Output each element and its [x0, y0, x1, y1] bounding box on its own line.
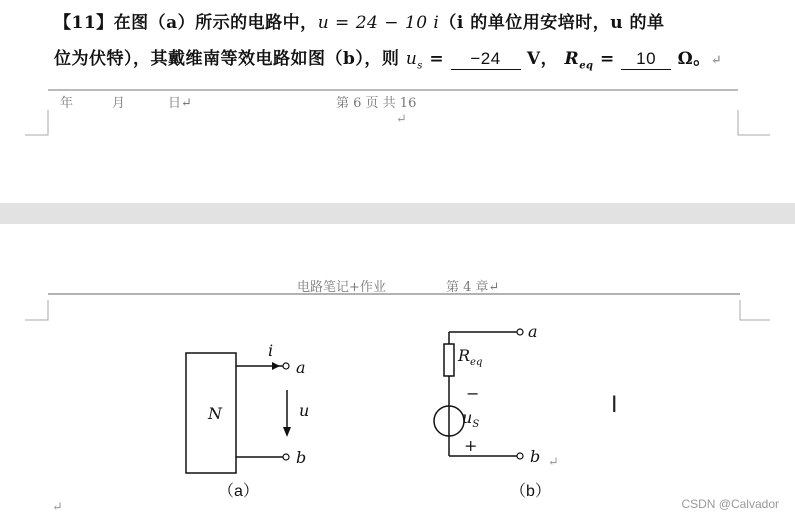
figure-a-caption: （a）: [218, 483, 259, 500]
footer-day: 日↵: [168, 96, 192, 111]
plus-sign: +: [464, 436, 478, 455]
figure-b-circuit: [420, 320, 540, 480]
footer-page-info: 第 6 页 共 16: [336, 96, 417, 111]
minus-sign: −: [466, 384, 480, 403]
text-cursor-icon: I: [611, 393, 618, 418]
question-line-2: 位为伏特），其戴维南等效电路如图（b），则 $u_s = -24$ V， $R_{eq} = 10$ Ω。↵: [54, 49, 723, 72]
req-symbol: $R_{eq}$: [564, 49, 594, 72]
terminal-b: [517, 453, 523, 459]
return-mark: ↵: [710, 53, 723, 68]
question-number: 【11】: [54, 13, 114, 33]
us-symbol: $u_s$: [405, 49, 423, 72]
terminal-a: [283, 363, 289, 369]
current-label: i: [268, 341, 274, 360]
footer-year: 年: [60, 96, 74, 111]
equation: u = 24 − 10 i: [317, 13, 440, 33]
footer-return-mark: ↵: [396, 112, 407, 127]
us-unit: V，: [526, 49, 559, 69]
node-b-label-b: b: [530, 447, 541, 466]
node-b-label: b: [296, 448, 307, 467]
terminal-a: [517, 329, 523, 335]
us-answer: −24: [451, 49, 521, 70]
page-header-lines: [0, 290, 795, 330]
question-intro: 在图（a）所示的电路中，: [113, 13, 318, 33]
page-gap: [0, 203, 795, 224]
header-chapter: 第 4 章↵: [446, 280, 500, 295]
resistor-req: [444, 344, 454, 376]
watermark: CSDN @Calvador: [681, 497, 779, 511]
terminal-b: [283, 454, 289, 460]
req-unit: Ω。: [677, 49, 711, 69]
current-arrow-icon: [272, 362, 280, 370]
req-answer: 10: [621, 49, 671, 70]
unit-note: （i 的单位用安培时，u 的单: [439, 13, 665, 33]
header-title: 电路笔记+作业: [297, 280, 386, 295]
source-label: $u_S$: [462, 408, 480, 431]
node-a-label-b: a: [528, 322, 538, 341]
resistor-label: $R_{eq}$: [458, 346, 483, 369]
footer-month: 月: [112, 96, 126, 111]
voltage-label: u: [299, 401, 310, 420]
question-continuation: 位为伏特），其戴维南等效电路如图（b），则: [54, 49, 400, 69]
voltage-arrow-icon: [283, 427, 291, 437]
figure-b-return-mark: ↵: [548, 455, 559, 470]
question-line-1: [54, 8, 665, 33]
node-a-label: a: [296, 358, 306, 377]
network-label: N: [208, 404, 222, 423]
figure-b-caption: （b）: [510, 483, 551, 500]
bottom-return-mark: ↵: [52, 500, 63, 515]
